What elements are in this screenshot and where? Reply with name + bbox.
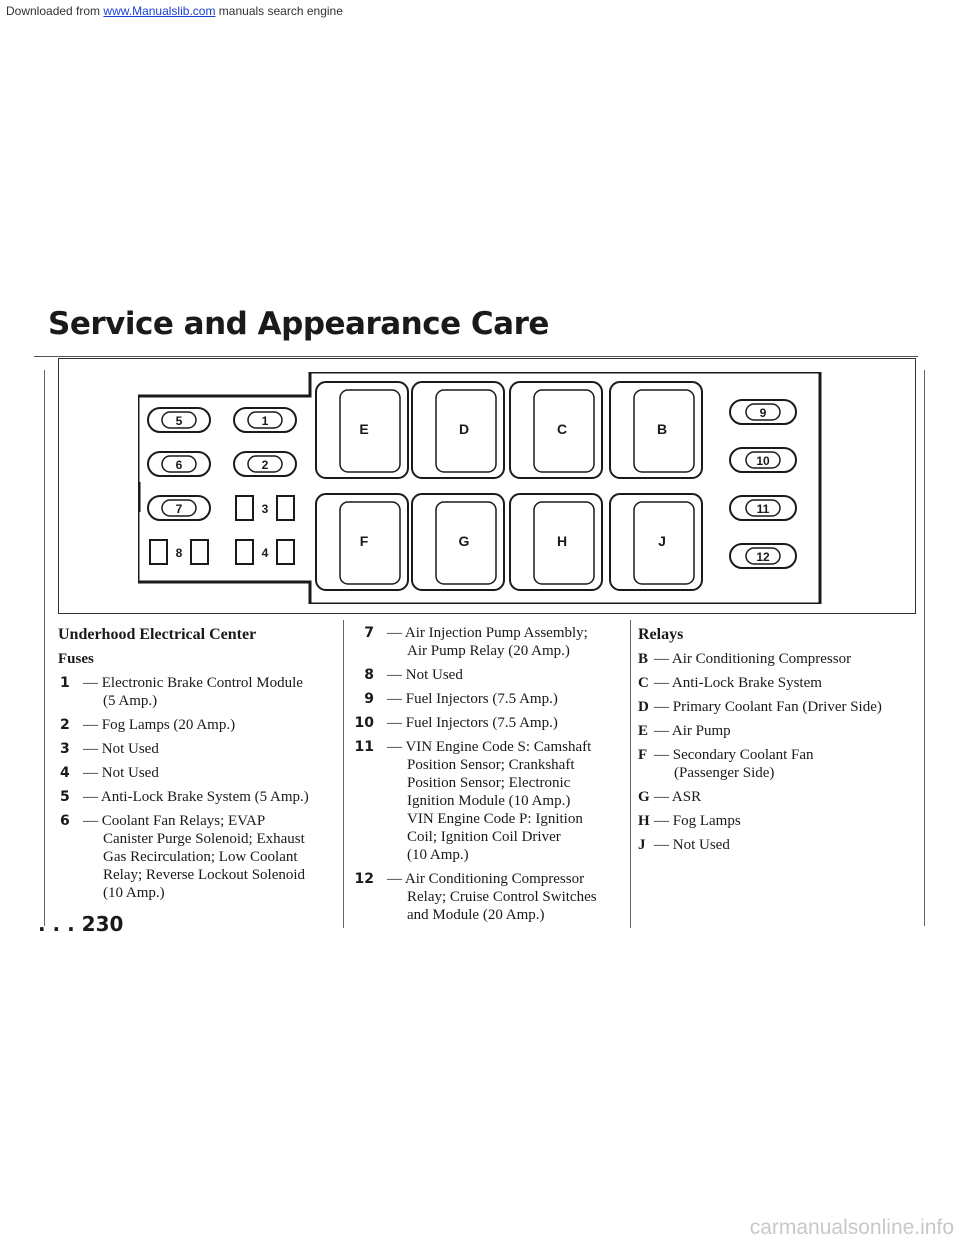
- fuse-entry-description: [83, 674, 338, 710]
- fuse-entry-id: 7: [364, 625, 374, 641]
- fuse-entry-description: [387, 666, 622, 684]
- relay-label: J: [658, 533, 666, 549]
- fuse-terminal-right: [277, 540, 294, 564]
- relay-entry-id: H: [638, 813, 650, 829]
- relay-F: [316, 494, 408, 590]
- fuse-terminal-left: [236, 496, 253, 520]
- right-fuse-group: [730, 400, 796, 568]
- relay-entry-id: F: [638, 747, 648, 763]
- fuse-entry-id: 11: [354, 739, 374, 755]
- fuse-entry-id: 5: [60, 789, 70, 805]
- relay-label: D: [458, 421, 470, 437]
- description-line: Relay; Cruise Control Switches: [407, 889, 597, 905]
- description-line: — Air Injection Pump Assembly;: [387, 625, 588, 641]
- relay-entry-description: [654, 836, 918, 854]
- relay-entry-F: [638, 746, 918, 782]
- manualslib-link[interactable]: www.Manualslib.com: [103, 4, 216, 18]
- fuse-entry-description: [387, 624, 622, 660]
- fuse-entry-description: [83, 788, 338, 806]
- description-line: Canister Purge Solenoid; Exhaust: [103, 831, 305, 847]
- fuse-8: [150, 540, 208, 564]
- description-line: — Not Used: [654, 837, 730, 853]
- fuse-entry-description: [83, 764, 338, 782]
- column-divider-2: [630, 620, 631, 928]
- description-line: — Air Conditioning Compressor: [387, 871, 585, 887]
- fuse-entry-description: [387, 870, 622, 924]
- section-heading: Underhood Electrical Center: [58, 626, 257, 643]
- fuse-entry-id: 4: [60, 765, 70, 781]
- relay-label: F: [359, 533, 369, 549]
- description-line: Ignition Module (10 Amp.): [407, 793, 571, 809]
- relay-label: H: [556, 533, 568, 549]
- relay-entry-id: C: [638, 675, 649, 691]
- relay-entry-description: [654, 746, 918, 782]
- relay-C: [510, 382, 602, 478]
- relay-label: G: [458, 533, 470, 549]
- fuse-terminal-left: [236, 540, 253, 564]
- fuse-entry-7: [352, 624, 622, 660]
- download-source-banner: [0, 0, 960, 22]
- relay-G: [412, 494, 504, 590]
- description-line: — Anti-Lock Brake System (5 Amp.): [83, 789, 309, 805]
- relay-entry-B: [638, 650, 918, 668]
- fuse-entry-id: 1: [60, 675, 70, 691]
- relay-E: [316, 382, 408, 478]
- relay-B: [610, 382, 702, 478]
- description-line: VIN Engine Code P: Ignition: [407, 811, 583, 827]
- description-line: — Coolant Fan Relays; EVAP: [83, 813, 266, 829]
- page-number: . . . 230: [38, 912, 124, 936]
- relay-D: [412, 382, 504, 478]
- fuse-entry-4: [58, 764, 338, 782]
- description-line: — Fuel Injectors (7.5 Amp.): [387, 715, 558, 731]
- fuse-label: 5: [175, 414, 183, 428]
- relays-heading: Relays: [638, 626, 684, 643]
- relay-entry-id: J: [638, 837, 646, 853]
- fuse-2: [234, 452, 296, 476]
- fuse-label: 3: [261, 502, 269, 516]
- relay-entry-id: E: [638, 723, 649, 739]
- fuses-column-1: [58, 622, 338, 908]
- fuse-entry-description: [387, 690, 622, 708]
- description-line: Position Sensor; Crankshaft: [407, 757, 575, 773]
- page-title: Service and Appearance Care: [48, 306, 549, 342]
- fuse-4: [236, 540, 294, 564]
- description-line: Relay; Reverse Lockout Solenoid: [103, 867, 306, 883]
- fuse-entry-8: [352, 666, 622, 684]
- fuse-entry-id: 12: [354, 871, 374, 887]
- description-line: Air Pump Relay (20 Amp.): [407, 643, 570, 659]
- title-rule: [34, 356, 918, 357]
- relay-entry-E: [638, 722, 918, 740]
- fuse-label: 6: [175, 458, 183, 472]
- fuse-entry-2: [58, 716, 338, 734]
- description-line: (10 Amp.): [103, 885, 165, 901]
- banner-prefix: Downloaded from: [6, 4, 101, 18]
- relay-entry-description: [654, 650, 918, 668]
- fuse-terminal-left: [150, 540, 167, 564]
- fuse-entry-6: [58, 812, 338, 902]
- fuses-heading: Fuses: [58, 651, 94, 667]
- fuse-entry-description: [83, 716, 338, 734]
- relay-entry-id: B: [638, 651, 649, 667]
- left-fuse-group: [148, 408, 296, 564]
- relays-column: [638, 622, 918, 860]
- relay-J: [610, 494, 702, 590]
- fuse-label: 8: [175, 546, 183, 560]
- relay-entry-J: [638, 836, 918, 854]
- relay-inner: [340, 390, 400, 472]
- fuse-7: [148, 496, 210, 520]
- fuse-label: 11: [756, 502, 770, 516]
- fuse-entry-12: [352, 870, 622, 924]
- relay-inner: [340, 502, 400, 584]
- relay-group: [316, 382, 702, 590]
- fuse-terminal-right: [191, 540, 208, 564]
- underhood-electrical-center-diagram: [138, 372, 822, 604]
- fuse-entry-id: 9: [364, 691, 374, 707]
- right-margin-line: [924, 370, 925, 926]
- fuse-9: [730, 400, 796, 424]
- fuse-entry-description: [387, 714, 622, 732]
- description-line: — Primary Coolant Fan (Driver Side): [654, 699, 882, 715]
- relay-entry-description: [654, 698, 918, 716]
- fuse-label: 1: [261, 414, 269, 428]
- relay-entry-C: [638, 674, 918, 692]
- fuse-entry-description: [83, 740, 338, 758]
- fuse-1: [234, 408, 296, 432]
- fuse-entry-3: [58, 740, 338, 758]
- fuse-block-housing: [138, 372, 820, 604]
- description-line: — Fog Lamps (20 Amp.): [83, 717, 236, 733]
- description-line: (Passenger Side): [674, 765, 775, 781]
- fuse-label: 7: [175, 502, 183, 516]
- fuse-entry-id: 2: [60, 717, 70, 733]
- description-line: (10 Amp.): [407, 847, 469, 863]
- fuses-column-2: [352, 622, 622, 930]
- fuse-entry-11: [352, 738, 622, 864]
- fuse-label: 10: [756, 454, 770, 468]
- fuse-12: [730, 544, 796, 568]
- description-line: and Module (20 Amp.): [407, 907, 545, 923]
- fuse-label: 12: [756, 550, 770, 564]
- fuse-entry-1: [58, 674, 338, 710]
- description-line: Gas Recirculation; Low Coolant: [103, 849, 298, 865]
- relay-label: E: [359, 421, 369, 437]
- description-line: — Not Used: [387, 667, 463, 683]
- fuse-label: 9: [759, 406, 767, 420]
- relay-entry-D: [638, 698, 918, 716]
- fuse-10: [730, 448, 796, 472]
- relay-H: [510, 494, 602, 590]
- relay-label: B: [656, 421, 668, 437]
- description-line: — VIN Engine Code S: Camshaft: [387, 739, 592, 755]
- fuse-6: [148, 452, 210, 476]
- description-line: — Fog Lamps: [654, 813, 741, 829]
- fuse-label: 4: [261, 546, 269, 560]
- fuse-entry-9: [352, 690, 622, 708]
- relay-entry-G: [638, 788, 918, 806]
- description-line: — Anti-Lock Brake System: [654, 675, 822, 691]
- fuse-entry-description: [387, 738, 622, 864]
- relay-entry-id: G: [638, 789, 650, 805]
- fuse-entry-10: [352, 714, 622, 732]
- relay-label: C: [556, 421, 568, 437]
- description-line: — Not Used: [83, 741, 159, 757]
- fuse-entry-id: 6: [60, 813, 70, 829]
- description-line: (5 Amp.): [103, 693, 158, 709]
- relay-entry-description: [654, 722, 918, 740]
- fuse-entry-id: 10: [354, 715, 374, 731]
- fuse-11: [730, 496, 796, 520]
- relay-entry-H: [638, 812, 918, 830]
- description-line: — Electronic Brake Control Module: [83, 675, 303, 691]
- relay-entry-description: [654, 674, 918, 692]
- description-line: — ASR: [654, 789, 702, 805]
- fuse-terminal-right: [277, 496, 294, 520]
- banner-suffix: manuals search engine: [218, 4, 343, 18]
- relay-entry-id: D: [638, 699, 649, 715]
- relay-entry-description: [654, 812, 918, 830]
- fuse-entry-id: 8: [364, 667, 374, 683]
- description-line: — Fuel Injectors (7.5 Amp.): [387, 691, 558, 707]
- description-line: — Not Used: [83, 765, 159, 781]
- fuse-5: [148, 408, 210, 432]
- footer-watermark: carmanualsonline.info: [749, 1216, 954, 1239]
- relay-outline: [610, 494, 702, 590]
- description-line: Coil; Ignition Coil Driver: [407, 829, 561, 845]
- fuse-label: 2: [261, 458, 269, 472]
- fuse-3: [236, 496, 294, 520]
- description-line: — Air Pump: [654, 723, 731, 739]
- left-margin-line: [44, 370, 45, 926]
- fuse-entry-description: [83, 812, 338, 902]
- fuse-entry-id: 3: [60, 741, 70, 757]
- description-line: Position Sensor; Electronic: [407, 775, 571, 791]
- description-line: — Secondary Coolant Fan: [654, 747, 814, 763]
- fuse-entry-5: [58, 788, 338, 806]
- relay-entry-description: [654, 788, 918, 806]
- description-line: — Air Conditioning Compressor: [654, 651, 852, 667]
